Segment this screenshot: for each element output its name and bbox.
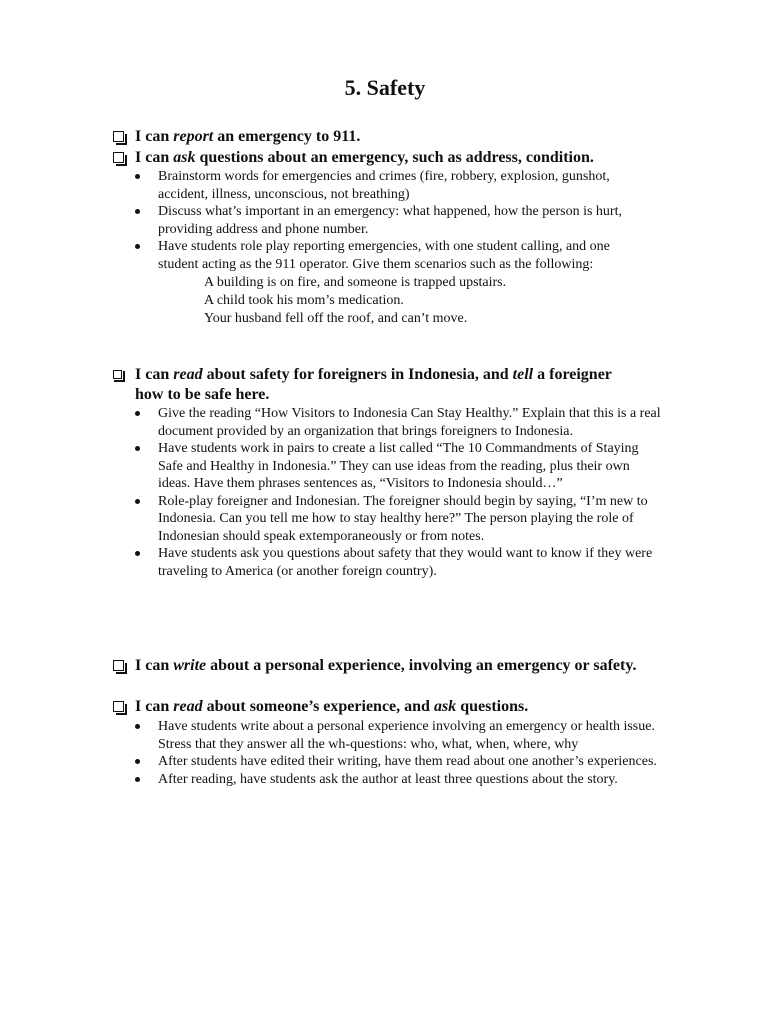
checkbox-icon [113, 701, 124, 712]
checkbox-icon [113, 370, 122, 379]
bullet-icon [135, 551, 140, 556]
objective-text: questions about an emergency, such as address, condition. [195, 149, 594, 166]
list-item: Role-play foreigner and Indonesian. The foreigner should begin by saying, “I’m new to Indonesia. Can you tell me how to stay healthy here?” The person playing the role of Indonesian should speak extemporaneously or from notes. [133, 493, 663, 546]
list-item: Have students ask you questions about safety that they would want to know if they were traveling to America (or another foreign country). [133, 545, 663, 580]
scenario-item: A building is on fire, and someone is trapped upstairs. [204, 275, 507, 290]
list-item: Have students role play reporting emergencies, with one student calling, and one student acting as the 911 operator. Give them scenarios such as the following: [133, 238, 633, 273]
bullet-icon [135, 209, 140, 214]
objective-text: I can [135, 128, 174, 145]
list-item: Have students work in pairs to create a list called “The 10 Commandments of Staying Safe and Healthy in Indonesia.” They can use ideas from the reading, plus their own ideas. Have them phrases sentences as, “Visitors to Indonesia should…” [133, 440, 663, 493]
bullet-icon [135, 411, 140, 416]
checkbox-icon [113, 131, 124, 142]
bullet-list-emergency [133, 168, 633, 273]
scenario-list [204, 274, 506, 328]
bullet-list-experience [133, 718, 663, 788]
bullet-icon [135, 446, 140, 451]
objective-write-experience: I can write about a personal experience, involving an emergency or safety. [113, 656, 653, 676]
bullet-icon [135, 759, 140, 764]
list-item: Give the reading “How Visitors to Indonesia Can Stay Healthy.” Explain that this is a real document provided by an organization that brings foreigners to Indonesia. [133, 405, 663, 440]
objective-read-experience: I can read about someone’s experience, and ask questions. [113, 697, 653, 717]
list-item: After reading, have students ask the author at least three questions about the story. [133, 771, 663, 789]
checkbox-icon [113, 152, 124, 163]
objective-report-emergency [113, 127, 653, 147]
objective-emphasis: report [173, 128, 214, 145]
list-item: After students have edited their writing, have them read about one another’s experiences. [133, 753, 663, 771]
scenario-item: Your husband fell off the roof, and can’t move. [204, 311, 468, 326]
bullet-list-safety [133, 405, 663, 580]
objective-emphasis: ask [173, 149, 196, 166]
bullet-icon [135, 244, 140, 249]
objective-read-safety: I can read about safety for foreigners in Indonesia, and tell a foreigner how to be safe here. [113, 365, 613, 405]
page-title: 5. Safety [344, 75, 426, 100]
list-item: Discuss what’s important in an emergency: what happened, how the person is hurt, providing address and phone number. [133, 203, 633, 238]
scenario-item: A child took his mom’s medication. [204, 293, 404, 308]
objective-text: an emergency to 911. [213, 128, 361, 145]
bullet-icon [135, 724, 140, 729]
list-item: Brainstorm words for emergencies and crimes (fire, robbery, explosion, gunshot, accident, illness, unconscious, not breathing) [133, 168, 633, 203]
checkbox-icon [113, 660, 124, 671]
bullet-icon [135, 499, 140, 504]
objective-text: I can [135, 149, 174, 166]
bullet-icon [135, 174, 140, 179]
list-item: Have students write about a personal experience involving an emergency or health issue. Stress that they answer all the wh-questions: who, what, when, where, why [133, 718, 663, 753]
objective-ask-questions [113, 148, 653, 168]
bullet-icon [135, 777, 140, 782]
